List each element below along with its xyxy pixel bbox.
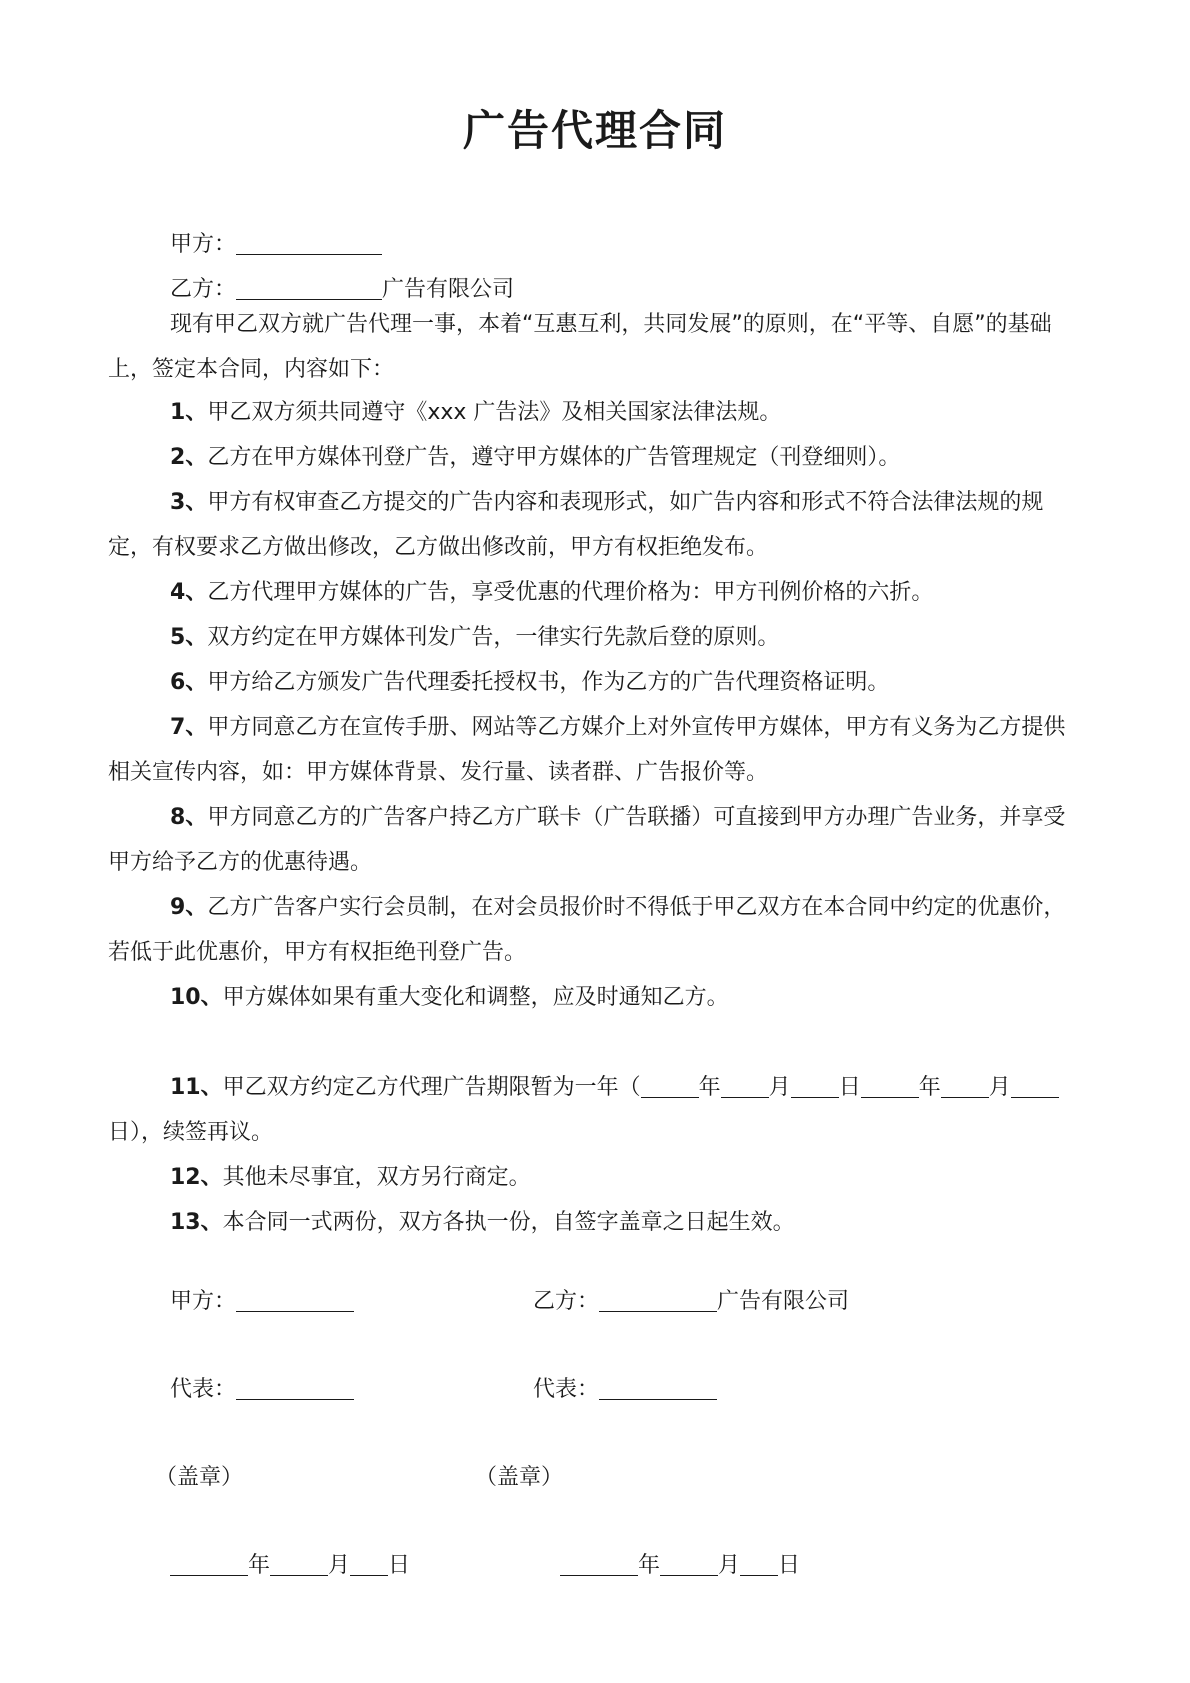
clause-10: 10、甲方媒体如果有重大变化和调整，应及时通知乙方。 (170, 985, 729, 1010)
clause-1: 1、甲乙双方须共同遵守《xxx 广告法》及相关国家法律法规。 (170, 400, 782, 425)
sig-rep-b-blank (599, 1373, 717, 1400)
clause-3: 3、甲方有权审查乙方提交的广告内容和表现形式，如广告内容和形式不符合法律法规的规定，有权要求乙方做出修改，乙方做出修改前，甲方有权拒绝发布。 (108, 490, 1044, 560)
sig-party-a: 甲方： (170, 1284, 354, 1315)
clause-13: 13、本合同一式两份，双方各执一份，自签字盖章之日起生效。 (170, 1210, 795, 1235)
sig-rep-a: 代表： (170, 1372, 354, 1403)
clause-9: 9、乙方广告客户实行会员制，在对会员报价时不得低于甲乙双方在本合同中约定的优惠价，若低于此优惠价，甲方有权拒绝刊登广告。 (108, 895, 1066, 965)
date-b-year-blank (560, 1549, 638, 1576)
party-b-line: 乙方： 广告有限公司 (108, 267, 1080, 312)
date-a-month-blank (270, 1549, 328, 1576)
clause-list (108, 390, 1080, 1020)
page-title: 广告代理合同 (462, 106, 727, 155)
end-month-blank (941, 1071, 989, 1098)
end-year-blank (861, 1071, 919, 1098)
clause-12: 12、其他未尽事宜，双方另行商定。 (170, 1165, 531, 1190)
party-a-line: 甲方： (108, 222, 1080, 267)
clause-4: 4、乙方代理甲方媒体的广告，享受优惠的代理价格为：甲方刊例价格的六折。 (170, 580, 934, 605)
sig-party-b: 乙方： 广告有限公司 (533, 1284, 849, 1315)
clause-6: 6、甲方给乙方颁发广告代理委托授权书，作为乙方的广告代理资格证明。 (170, 670, 890, 695)
clause-5: 5、双方约定在甲方媒体刊发广告，一律实行先款后登的原则。 (170, 625, 780, 650)
clause-11: 11、甲乙双方约定乙方代理广告期限暂为一年（ 年 月 日 年 月 日），续签再议。 (108, 1065, 1080, 1155)
party-b-blank (236, 273, 382, 300)
clause-8: 8、甲方同意乙方的广告客户持乙方广联卡（广告联播）可直接到甲方办理广告业务，并享受甲方给予乙方的优惠待遇。 (108, 805, 1066, 875)
start-month-blank (721, 1071, 769, 1098)
clause-list-tail (108, 1155, 1080, 1245)
sig-date-b: 年 月 日 (560, 1548, 800, 1579)
sig-seal-a: （盖章） (155, 1465, 244, 1490)
date-a-year-blank (170, 1549, 248, 1576)
date-b-month-blank (660, 1549, 718, 1576)
clause-7: 7、甲方同意乙方在宣传手册、网站等乙方媒介上对外宣传甲方媒体，甲方有义务为乙方提供相关宣传内容，如：甲方媒体背景、发行量、读者群、广告报价等。 (108, 715, 1066, 785)
end-day-blank (1011, 1071, 1059, 1098)
party-a-blank (236, 228, 382, 255)
sig-party-b-blank (599, 1285, 717, 1312)
sig-rep-b: 代表： (533, 1372, 717, 1403)
clause-2: 2、乙方在甲方媒体刊登广告，遵守甲方媒体的广告管理规定（刊登细则）。 (170, 445, 901, 470)
header-parties (108, 222, 1080, 312)
sig-seal-b: （盖章） (475, 1465, 564, 1490)
sig-party-a-blank (236, 1285, 354, 1312)
date-b-day-blank (740, 1549, 778, 1576)
intro-paragraph: 现有甲乙双方就广告代理一事，本着“互惠互利，共同发展”的原则，在“平等、自愿”的基础上，签定本合同，内容如下： (108, 312, 1052, 382)
sig-rep-a-blank (236, 1373, 354, 1400)
start-year-blank (641, 1071, 699, 1098)
start-day-blank (791, 1071, 839, 1098)
sig-date-a: 年 月 日 (170, 1548, 410, 1579)
date-a-day-blank (350, 1549, 388, 1576)
